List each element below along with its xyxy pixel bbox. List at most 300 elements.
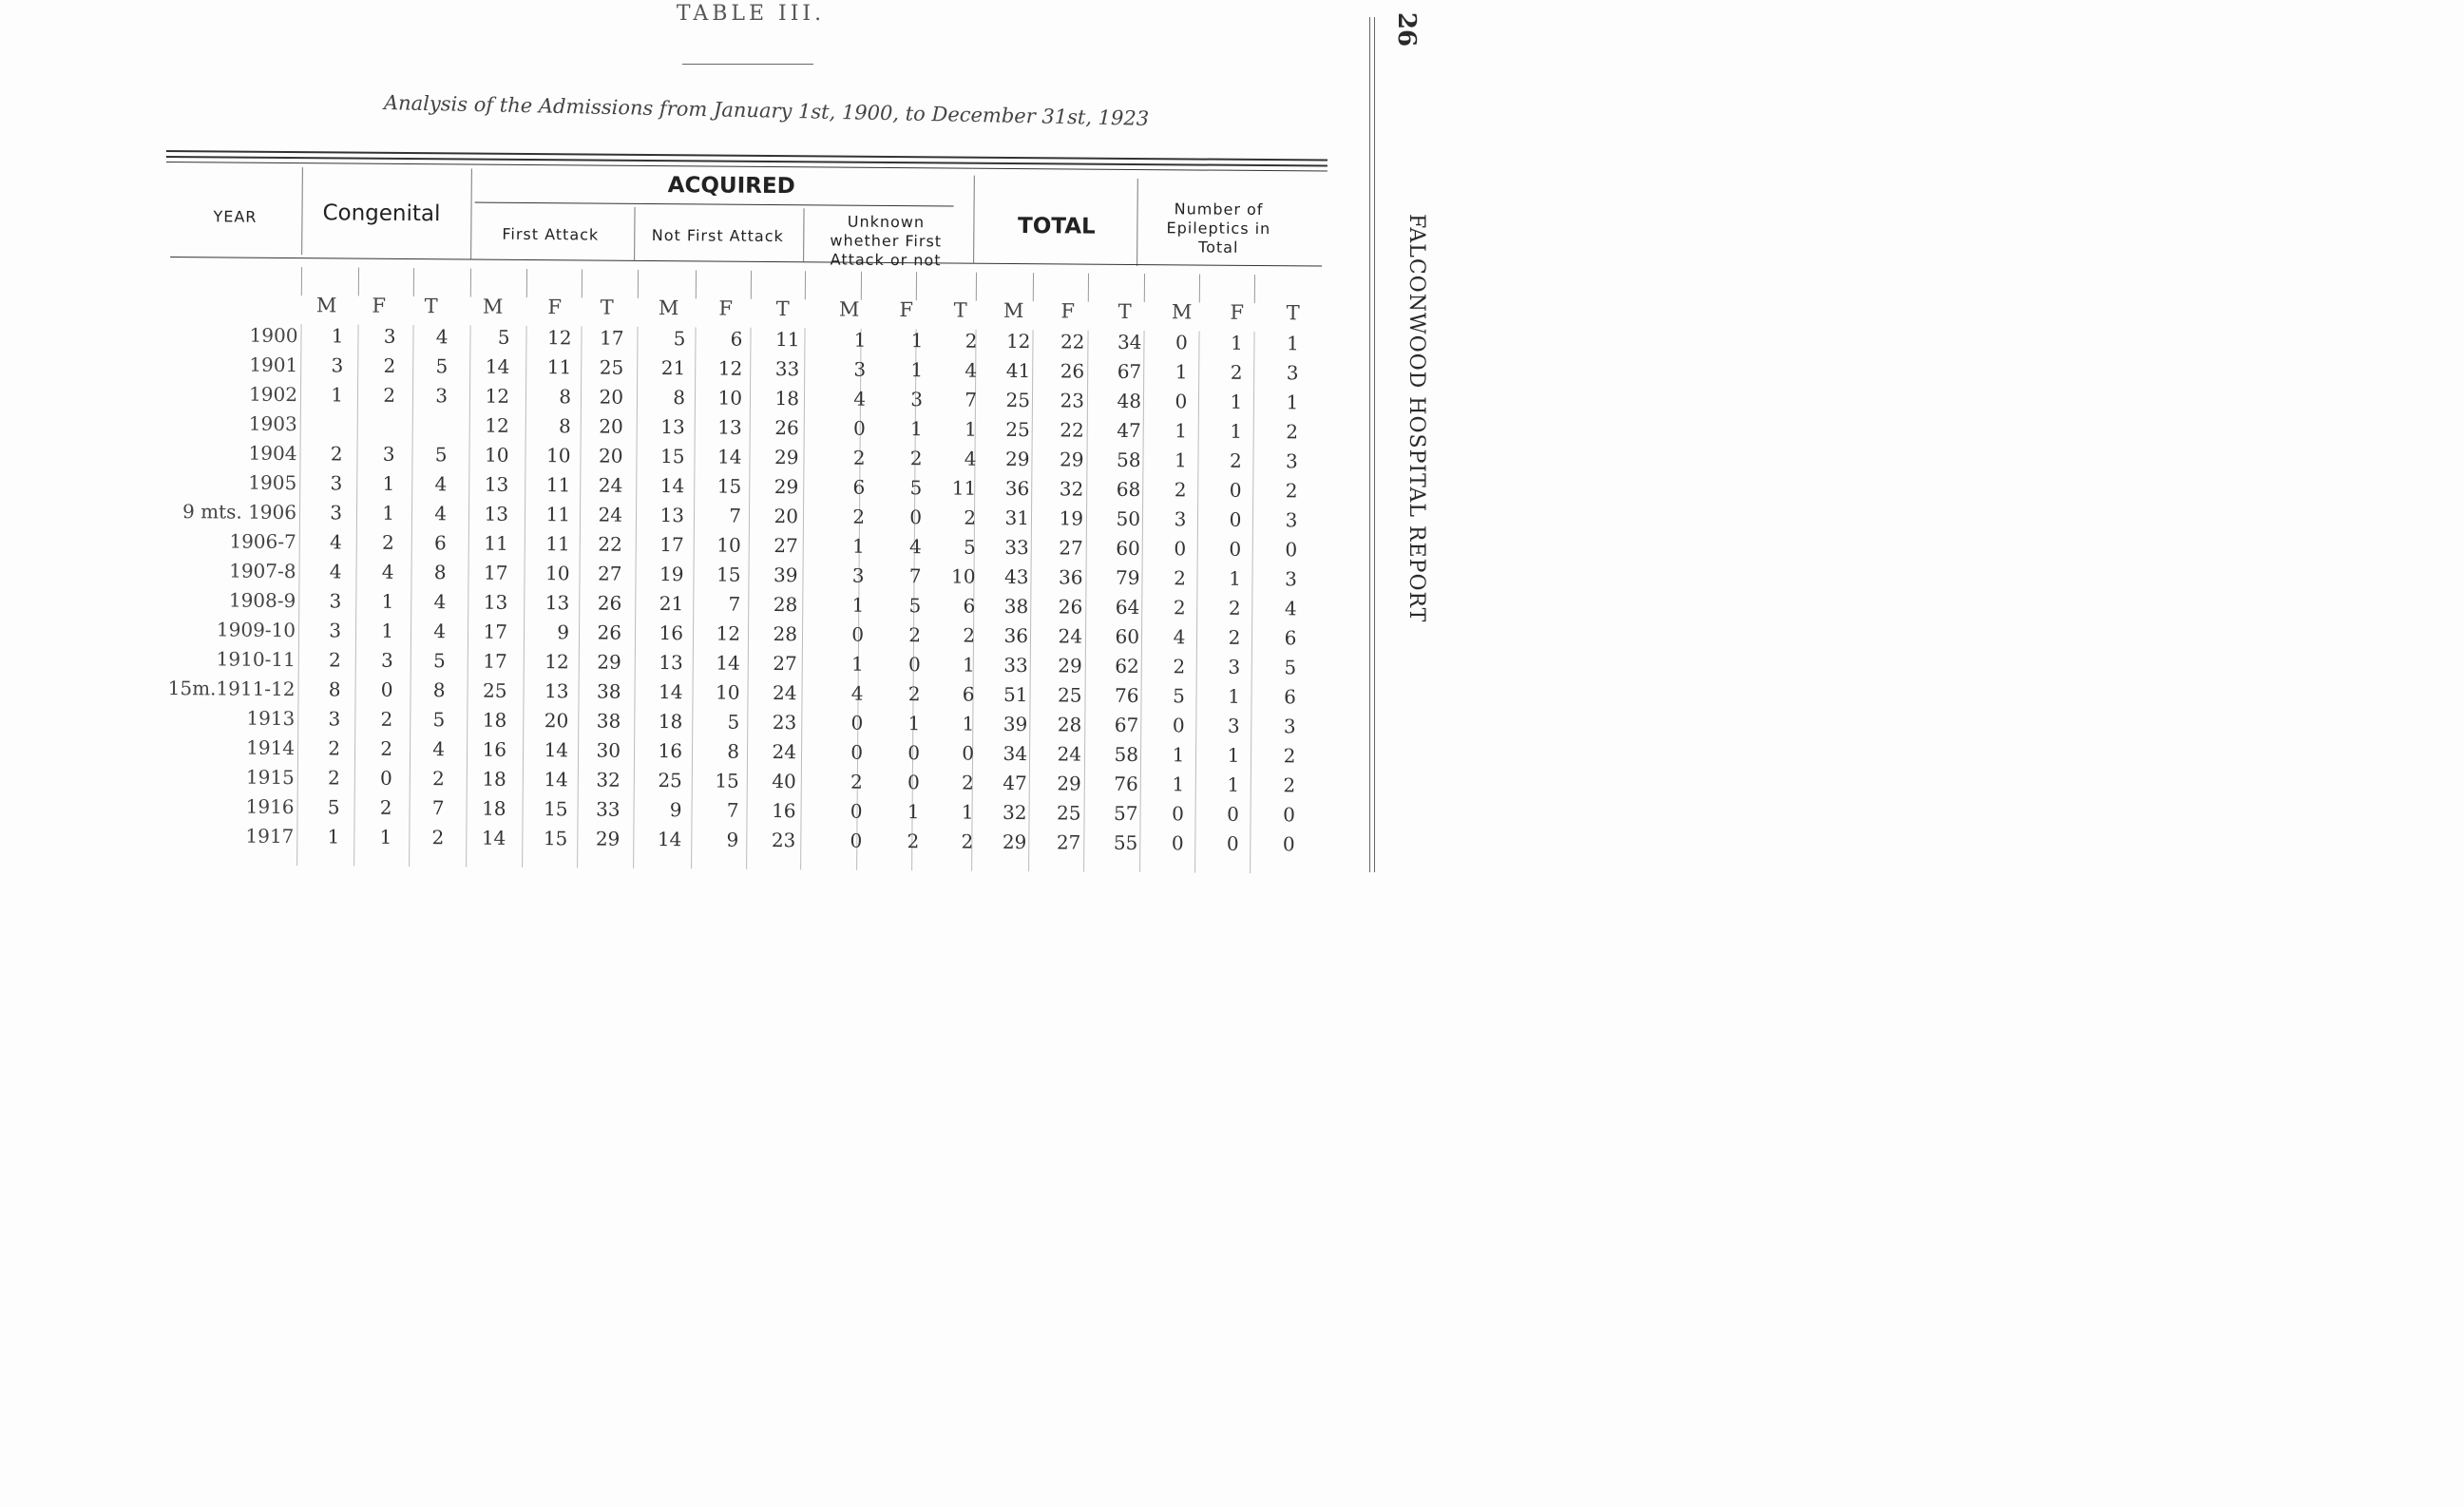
- row-value: 13: [484, 472, 509, 496]
- row-value: 29: [1059, 448, 1084, 471]
- row-value: 28: [1057, 713, 1082, 736]
- row-value: 33: [1003, 653, 1028, 677]
- row-value: 8: [328, 677, 341, 701]
- row-value: 60: [1116, 536, 1140, 561]
- year-header: YEAR: [213, 207, 258, 226]
- margin-rule: [1374, 17, 1375, 872]
- row-value: 24: [598, 503, 623, 526]
- row-value: 62: [1115, 654, 1139, 678]
- row-value: 10: [484, 443, 509, 467]
- row-value: 27: [1056, 830, 1081, 854]
- row-value: 1: [1175, 448, 1187, 472]
- row-value: 0: [1174, 537, 1187, 561]
- row-value: 13: [659, 504, 685, 527]
- row-value: 1: [910, 329, 924, 353]
- row-value: 2: [1230, 360, 1243, 384]
- row-value: 39: [1003, 712, 1028, 736]
- row-value: 8: [673, 386, 686, 410]
- row-value: 1: [851, 593, 865, 617]
- row-value: 0: [850, 740, 864, 764]
- row-value: 1: [327, 825, 340, 849]
- row-value: 11: [545, 532, 570, 556]
- unknown-header: Unknown whether First Attack or not: [830, 212, 943, 270]
- row-value: 1: [907, 800, 920, 824]
- row-value: 3: [328, 707, 341, 731]
- row-value: 26: [1058, 595, 1083, 619]
- row-year: 1913: [246, 706, 296, 731]
- row-value: 25: [1057, 683, 1082, 707]
- row-value: 29: [1002, 830, 1027, 854]
- row-value: 1: [850, 652, 864, 676]
- row-value: 6: [433, 531, 447, 555]
- row-value: 6: [730, 327, 743, 351]
- row-value: 43: [1003, 564, 1029, 589]
- header-divider: [301, 167, 303, 255]
- row-value: 1: [1230, 331, 1243, 354]
- row-value: 1: [961, 800, 974, 824]
- congenital-header: Congenital: [322, 200, 441, 227]
- subcolumn-separator: [526, 269, 527, 297]
- row-value: 3: [435, 384, 449, 408]
- row-value: 1: [910, 358, 924, 382]
- subcolumn-separator: [805, 271, 806, 299]
- subcolumn-separator: [638, 270, 639, 298]
- row-value: 5: [1173, 684, 1185, 708]
- row-value: 0: [1282, 832, 1295, 856]
- header-bottom-rule: [170, 257, 1322, 267]
- row-value: 1: [1286, 332, 1299, 355]
- row-value: 3: [380, 648, 393, 672]
- row-value: 31: [1004, 506, 1030, 530]
- row-value: 1: [1172, 743, 1185, 767]
- row-value: 15: [716, 563, 741, 586]
- row-value: 26: [1060, 359, 1085, 383]
- row-value: 11: [774, 328, 800, 352]
- row-value: 4: [853, 387, 867, 410]
- row-value: 9: [726, 828, 739, 851]
- row-value: 18: [658, 710, 683, 734]
- row-value: 2: [379, 795, 392, 819]
- row-year: 1914: [246, 735, 296, 760]
- row-value: 13: [717, 415, 742, 439]
- row-year: 1908-9: [228, 588, 296, 613]
- row-value: 0: [851, 622, 865, 646]
- row-value: 11: [545, 473, 571, 497]
- row-value: 18: [774, 386, 800, 410]
- row-value: 2: [1230, 448, 1242, 472]
- row-value: 14: [544, 738, 569, 762]
- row-value: 3: [1285, 508, 1298, 532]
- row-value: 15: [716, 474, 742, 498]
- row-year: 1903: [248, 411, 297, 436]
- row-value: 18: [482, 708, 507, 732]
- row-value: 2: [432, 767, 445, 791]
- row-value: 5: [327, 795, 340, 819]
- row-value: 12: [717, 356, 743, 380]
- row-year: 1910-11: [216, 647, 296, 672]
- row-value: 0: [1229, 478, 1242, 502]
- row-value: 12: [544, 650, 569, 674]
- row-value: 2: [380, 736, 393, 760]
- row-value: 0: [1171, 831, 1184, 855]
- first-attack-header: First Attack: [502, 224, 600, 244]
- col-label-f: F: [1230, 300, 1245, 324]
- row-value: 17: [483, 561, 508, 584]
- row-value: 0: [962, 741, 975, 765]
- row-value: 68: [1116, 477, 1141, 502]
- row-value: 0: [1175, 390, 1188, 413]
- row-value: 10: [716, 680, 740, 704]
- row-year: 1915: [245, 765, 295, 790]
- row-value: 1: [909, 417, 923, 441]
- col-label-t: T: [600, 296, 614, 319]
- row-value: 2: [1283, 773, 1296, 797]
- row-value: 38: [596, 709, 621, 733]
- row-value: 2: [964, 506, 977, 529]
- row-value: 12: [1005, 329, 1031, 353]
- row-value: 22: [1060, 330, 1085, 353]
- row-value: 40: [772, 769, 796, 793]
- row-value: 7: [726, 798, 739, 822]
- row-value: 6: [852, 475, 866, 499]
- row-value: 26: [597, 591, 622, 615]
- row-value: 2: [961, 830, 974, 853]
- row-value: 16: [658, 739, 683, 763]
- row-value: 47: [1003, 771, 1027, 795]
- header-divider: [1136, 179, 1138, 266]
- row-value: 1: [331, 383, 344, 407]
- row-value: 57: [1114, 801, 1138, 826]
- row-value: 58: [1116, 448, 1141, 472]
- row-value: 1: [1227, 773, 1240, 796]
- subcolumn-separator: [976, 273, 977, 301]
- row-value: 0: [907, 653, 921, 677]
- row-value: 29: [1004, 447, 1030, 471]
- row-value: 1: [382, 501, 395, 525]
- row-value: 27: [773, 651, 797, 676]
- row-year: 1906-7: [229, 529, 296, 554]
- col-label-f: F: [372, 294, 387, 317]
- subcolumn-separator: [582, 269, 583, 297]
- row-value: 0: [1175, 331, 1188, 354]
- row-value: 67: [1117, 359, 1142, 384]
- row-value: 27: [1059, 536, 1083, 560]
- row-value: 3: [382, 442, 395, 466]
- row-value: 4: [964, 447, 977, 470]
- header-divider: [803, 208, 804, 261]
- row-value: 2: [1285, 479, 1298, 503]
- row-year: 1904: [248, 441, 297, 466]
- row-value: 1: [907, 712, 921, 735]
- row-value: 14: [716, 445, 742, 468]
- row-value: 33: [1004, 535, 1029, 560]
- row-value: 15: [659, 445, 685, 468]
- row-value: 36: [1004, 476, 1030, 501]
- row-value: 1: [381, 619, 394, 642]
- row-value: 1: [851, 534, 865, 558]
- row-year: 1901: [249, 353, 298, 377]
- col-label-f: F: [718, 296, 734, 320]
- row-value: 2: [1286, 420, 1299, 444]
- row-value: 1: [1229, 566, 1241, 590]
- row-value: 0: [1172, 714, 1185, 737]
- acquired-underline: [475, 202, 954, 207]
- row-value: 64: [1115, 595, 1140, 620]
- row-value: 1: [331, 324, 344, 348]
- not-first-attack-header: Not First Attack: [651, 225, 784, 246]
- row-value: 32: [1003, 800, 1027, 825]
- row-value: 10: [950, 564, 976, 588]
- row-value: 0: [907, 771, 920, 794]
- row-year: 1916: [245, 794, 295, 819]
- row-value: 50: [1116, 506, 1141, 531]
- row-value: 26: [774, 415, 799, 440]
- row-value: 0: [907, 741, 921, 765]
- row-value: 29: [774, 474, 799, 499]
- row-value: 0: [850, 799, 863, 823]
- row-value: 22: [1060, 418, 1084, 442]
- row-value: 2: [383, 353, 396, 377]
- row-value: 76: [1114, 683, 1139, 708]
- row-value: 4: [908, 535, 922, 559]
- total-header: TOTAL: [1018, 214, 1096, 239]
- row-value: 4: [965, 358, 978, 382]
- row-value: 20: [544, 709, 569, 733]
- row-value: 25: [1005, 388, 1031, 412]
- col-label-f: F: [1060, 299, 1076, 323]
- col-label-t: T: [953, 298, 967, 322]
- table-subtitle: Analysis of the Admissions from January 1st, 1900, to December 31st, 1923: [383, 91, 1150, 130]
- col-label-t: T: [775, 297, 790, 321]
- row-value: 11: [951, 476, 977, 500]
- row-value: 0: [1172, 802, 1185, 826]
- row-year: 1905: [248, 470, 297, 495]
- subcolumn-separator: [1144, 274, 1145, 302]
- row-value: 13: [544, 679, 569, 703]
- row-value: 13: [659, 651, 683, 675]
- row-value: 25: [1057, 801, 1081, 825]
- subcolumn-separator: [751, 271, 752, 299]
- row-value: 29: [597, 650, 621, 674]
- row-value: 13: [484, 502, 509, 525]
- row-value: 7: [965, 388, 978, 411]
- row-year: 1900: [249, 323, 298, 348]
- row-value: 9: [669, 798, 682, 822]
- row-value: 15: [715, 769, 739, 792]
- row-value: 5: [432, 708, 446, 732]
- row-value: 2: [380, 707, 393, 731]
- row-value: 48: [1117, 389, 1142, 413]
- row-value: 11: [484, 531, 508, 555]
- row-value: 60: [1115, 624, 1140, 649]
- row-value: 1: [382, 471, 395, 495]
- page-number: 26: [1392, 11, 1421, 48]
- row-value: 4: [1173, 625, 1186, 649]
- row-value: 16: [482, 737, 507, 761]
- row-value: 18: [482, 767, 506, 791]
- col-label-t: T: [1286, 301, 1300, 325]
- row-value: 0: [380, 766, 392, 790]
- row-value: 1: [1228, 684, 1240, 708]
- row-value: 0: [1229, 537, 1242, 561]
- col-label-t: T: [424, 295, 438, 318]
- row-value: 8: [433, 561, 447, 584]
- row-value: 33: [596, 797, 621, 821]
- row-value: 1: [1172, 773, 1185, 796]
- row-value: 2: [1173, 655, 1186, 678]
- row-value: 5: [497, 325, 510, 349]
- row-value: 8: [558, 414, 571, 438]
- row-value: 3: [330, 471, 343, 495]
- col-label-m: M: [1171, 300, 1193, 324]
- row-value: 1: [1286, 391, 1299, 414]
- row-value: 0: [1283, 803, 1296, 827]
- row-value: 0: [1285, 538, 1298, 562]
- row-value: 0: [1227, 802, 1240, 826]
- row-value: 10: [717, 386, 743, 410]
- row-value: 6: [962, 682, 975, 706]
- row-value: 32: [596, 768, 621, 792]
- row-value: 8: [432, 678, 446, 702]
- row-value: 2: [1228, 625, 1241, 649]
- row-year: 1917: [245, 824, 295, 849]
- row-value: 27: [774, 533, 798, 558]
- row-value: 2: [907, 830, 920, 853]
- subcolumn-separator: [1033, 273, 1034, 301]
- row-value: 29: [595, 827, 621, 850]
- subcolumn-separator: [1254, 275, 1255, 303]
- row-value: 1: [1230, 419, 1243, 443]
- subcolumn-separator: [470, 268, 471, 296]
- row-value: 4: [329, 530, 342, 554]
- row-value: 20: [598, 444, 623, 467]
- row-value: 33: [774, 357, 800, 381]
- row-value: 8: [559, 385, 572, 409]
- col-label-f: F: [547, 296, 563, 319]
- row-value: 3: [331, 353, 344, 377]
- row-value: 2: [328, 766, 340, 790]
- row-value: 1: [381, 589, 394, 613]
- row-year: 15m.1911-12: [167, 676, 296, 701]
- row-value: 2: [852, 446, 866, 469]
- row-value: 30: [596, 738, 621, 762]
- row-value: 4: [433, 620, 447, 643]
- subcolumn-separator: [301, 267, 302, 296]
- row-value: 6: [1284, 685, 1296, 709]
- row-value: 20: [599, 414, 623, 438]
- row-value: 3: [910, 388, 924, 411]
- row-value: 76: [1114, 772, 1138, 796]
- row-value: 23: [771, 828, 796, 852]
- row-value: 1: [853, 328, 867, 352]
- col-label-m: M: [838, 297, 860, 321]
- row-year: 1907-8: [229, 559, 296, 583]
- col-label-t: T: [1117, 299, 1132, 323]
- col-label-m: M: [658, 296, 679, 320]
- row-value: 0: [852, 416, 866, 440]
- row-value: 1: [962, 712, 975, 735]
- row-value: 5: [908, 594, 922, 618]
- row-value: 1: [1175, 419, 1188, 443]
- row-value: 13: [544, 591, 570, 615]
- row-value: 12: [485, 413, 509, 437]
- row-value: 5: [909, 476, 923, 500]
- subcolumn-separator: [413, 268, 414, 296]
- subcolumn-separator: [1088, 274, 1089, 302]
- row-value: 17: [483, 620, 508, 643]
- row-value: 3: [851, 563, 865, 587]
- subcolumn-separator: [358, 268, 359, 296]
- row-value: 24: [773, 680, 797, 705]
- row-value: 0: [850, 829, 863, 852]
- row-value: 1: [379, 825, 392, 849]
- row-value: 2: [852, 505, 866, 528]
- row-value: 38: [1003, 594, 1029, 619]
- row-value: 15: [543, 827, 568, 850]
- row-value: 21: [660, 356, 686, 380]
- row-value: 25: [658, 769, 682, 792]
- row-value: 29: [774, 445, 799, 469]
- row-value: 2: [431, 826, 445, 849]
- row-value: 10: [544, 562, 570, 585]
- row-value: 14: [657, 828, 682, 851]
- row-year: 9 mts. 1906: [181, 500, 297, 525]
- row-value: 21: [659, 592, 684, 616]
- margin-rule: [1369, 17, 1370, 872]
- table-title: TABLE III.: [676, 2, 826, 26]
- row-value: 16: [659, 621, 684, 645]
- row-value: 5: [727, 710, 740, 734]
- row-value: 38: [597, 679, 621, 703]
- col-label-m: M: [482, 295, 504, 318]
- row-value: 14: [544, 768, 568, 792]
- row-value: 17: [483, 649, 507, 673]
- row-value: 2: [963, 623, 976, 647]
- row-value: 24: [772, 739, 797, 764]
- subcolumn-separator: [696, 270, 697, 298]
- row-value: 17: [599, 326, 624, 350]
- row-value: 28: [773, 592, 798, 617]
- row-value: 7: [729, 504, 742, 527]
- row-value: 13: [660, 415, 685, 439]
- row-value: 20: [774, 504, 799, 528]
- row-value: 12: [485, 384, 510, 408]
- row-value: 5: [432, 649, 446, 673]
- row-value: 3: [1174, 507, 1187, 531]
- row-value: 4: [850, 681, 864, 705]
- row-value: 5: [963, 535, 976, 559]
- running-head: FALCONWOOD HOSPITAL REPORT: [1404, 214, 1428, 623]
- row-value: 0: [850, 711, 864, 734]
- row-value: 2: [965, 329, 978, 353]
- row-value: 36: [1003, 623, 1029, 648]
- row-value: 2: [328, 736, 341, 760]
- row-value: 12: [546, 326, 572, 350]
- row-year: 1909-10: [216, 618, 296, 642]
- row-value: 11: [546, 355, 572, 379]
- row-value: 2: [1173, 596, 1186, 620]
- row-value: 2: [328, 648, 341, 672]
- row-value: 16: [772, 798, 796, 823]
- row-value: 3: [853, 357, 867, 381]
- row-value: 7: [908, 564, 922, 588]
- row-value: 0: [380, 677, 393, 701]
- row-value: 2: [381, 530, 394, 554]
- row-value: 14: [716, 651, 740, 675]
- row-value: 2: [1174, 566, 1186, 590]
- row-value: 2: [383, 383, 396, 407]
- row-value: 29: [1057, 772, 1081, 795]
